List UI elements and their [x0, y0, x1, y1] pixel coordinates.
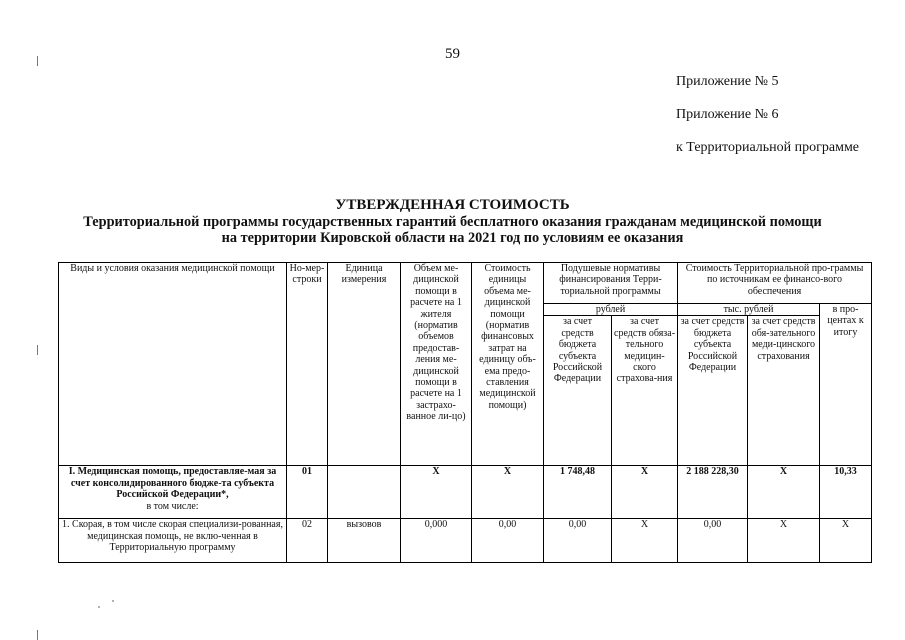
header-types: Виды и условия оказания медицинской помощи: [59, 263, 287, 466]
header-volume: Объем ме-дицинской помощи в расчете на 1 жителя (норматив объемов предостав-ления ме-дицинской помощи в расчете на 1 застрахо-ванное ли-цо): [401, 263, 472, 466]
row-volume: X: [401, 466, 472, 519]
header-row-number: Но-мер-строки: [287, 263, 328, 466]
subtitle-line-1: Территориальной программы государственных гарантий бесплатного оказания гражданам медицинской помощи: [83, 214, 822, 230]
subtitle-line-2: на территории Кировской области на 2021 год по условиям ее оказания: [221, 230, 684, 246]
row-number: 02: [287, 519, 328, 563]
row-oms: X: [612, 519, 678, 563]
row-unit: [328, 466, 401, 519]
row-unit: вызовов: [328, 519, 401, 563]
row-budget-total: 2 188 228,30: [678, 466, 748, 519]
header-budget-total: за счет средств бюджета субъекта Российской Федерации: [678, 316, 748, 466]
row-name-suffix: в том числе:: [146, 500, 199, 512]
header-unit: Единица измерения: [328, 263, 401, 466]
header-budget: за счет средств бюджета субъекта Российской Федерации: [544, 316, 612, 466]
page-number: 59: [445, 46, 460, 62]
header-total-cost: Стоимость Территориальной про-граммы по источникам ее финансо-вого обеспечения: [678, 263, 872, 304]
row-name-text: I. Медицинская помощь, предоставляе-мая за счет консолидированного бюдже-та субъекта Российской Федерации*,: [68, 466, 277, 501]
row-number: 01: [287, 466, 328, 519]
row-name: [59, 466, 287, 519]
row-percent: 10,33: [820, 466, 872, 519]
document-subtitle: [0, 214, 905, 246]
table-row: [59, 519, 872, 563]
header-rubles: рублей: [544, 304, 678, 316]
row-oms-total: X: [748, 519, 820, 563]
appendix-line-3: к Территориальной программе: [676, 140, 860, 155]
header-thousand-rubles: тыс. рублей: [678, 304, 820, 316]
scan-mark: [37, 56, 38, 66]
row-oms: X: [612, 466, 678, 519]
header-per-capita: Подушевые нормативы финансирования Терри-ториальной программы: [544, 263, 678, 304]
appendix-line-1: Приложение № 5: [676, 74, 779, 89]
row-unit-cost: 0,00: [472, 519, 544, 563]
row-percent: X: [820, 519, 872, 563]
scan-mark: [37, 345, 38, 355]
header-unit-cost: Стоимость единицы объема ме-дицинской помощи (норматив финансовых затрат на единицу объ-ема предо-ставления медицинской помощи): [472, 263, 544, 466]
row-name: 1. Скорая, в том числе скорая специализи-рованная, медицинская помощь, не вклю-ченная в Территориальную программу: [59, 519, 287, 563]
document-title: УТВЕРЖДЕННАЯ СТОИМОСТЬ: [335, 197, 570, 213]
header-percent: в про-центах к итогу: [820, 304, 872, 466]
scan-dot: [112, 600, 114, 602]
row-budget: 1 748,48: [544, 466, 612, 519]
scan-mark: [37, 630, 38, 640]
header-oms-total: за счет средств обя-зательного меди-цинского страхования: [748, 316, 820, 466]
row-volume: 0,000: [401, 519, 472, 563]
scan-dot: [98, 606, 100, 608]
row-oms-total: X: [748, 466, 820, 519]
cost-table: [58, 262, 872, 563]
row-budget: 0,00: [544, 519, 612, 563]
row-budget-total: 0,00: [678, 519, 748, 563]
row-unit-cost: X: [472, 466, 544, 519]
appendix-line-2: Приложение № 6: [676, 107, 779, 122]
header-oms: за счет средств обяза-тельного медицин-ского страхова-ния: [612, 316, 678, 466]
table-row: [59, 466, 872, 519]
